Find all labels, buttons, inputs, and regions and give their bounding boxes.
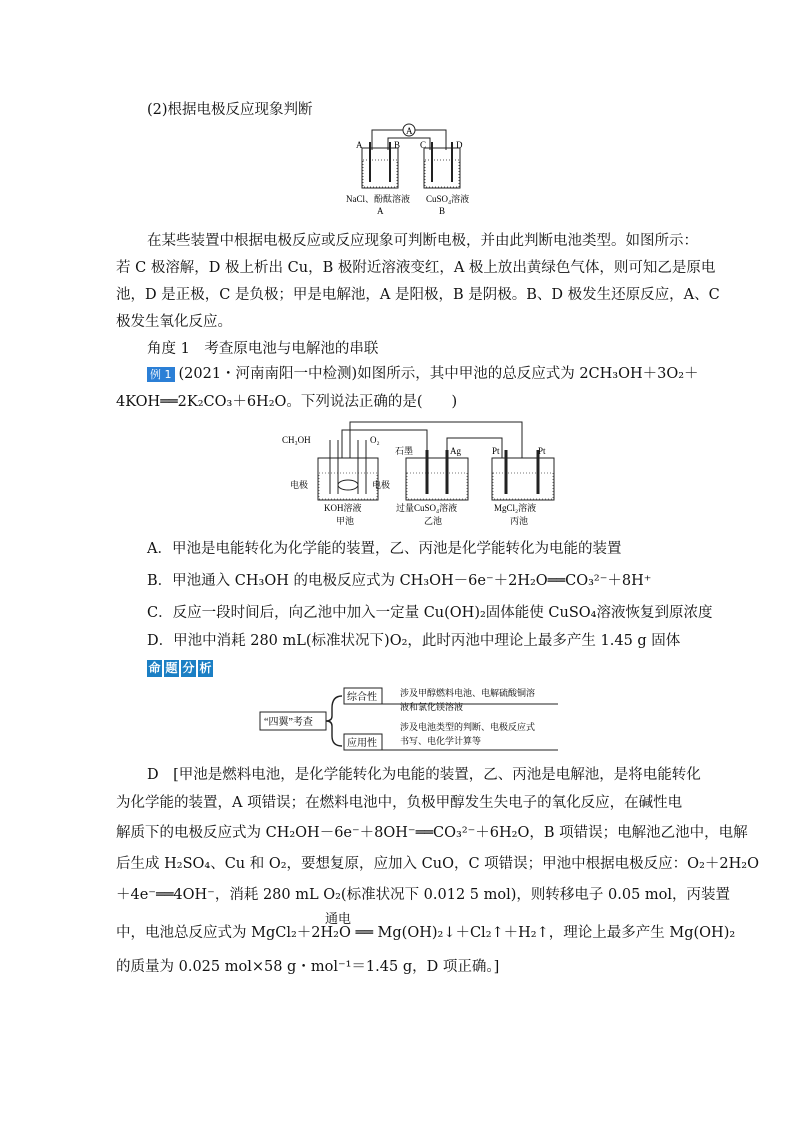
mindmap-branch1-text2: 液和氯化镁溶液 xyxy=(400,702,464,712)
mindmap-branch1: 综合性 xyxy=(347,692,377,703)
cell1-solution: KOH溶液 xyxy=(324,503,362,513)
mindmap-root: “四翼”考查 xyxy=(264,717,313,728)
answer-line3: 解质下的电极反应式为 CH₂OH－6e⁻＋8OH⁻══CO₃²⁻＋6H₂O，B 项错误；电解池乙池中，电解 xyxy=(116,825,748,841)
option-d: D．甲池中消耗 280 mL(标准状况下)O₂，此时丙池中理论上最多产生 1.45 g 固体 xyxy=(147,633,681,649)
analysis-char-4: 析 xyxy=(199,661,212,675)
example-line2: 4KOH══2K₂CO₃＋6H₂O。下列说法正确的是( ) xyxy=(116,394,458,410)
left-cell-label: A xyxy=(377,206,384,216)
analysis-char-3: 分 xyxy=(182,661,195,675)
example-line1 xyxy=(147,363,699,385)
ch3oh-label: CH₃OH xyxy=(282,435,311,445)
example-badge: 例 1 xyxy=(147,367,175,382)
answer-line1: D [甲池是燃料电池，是化学能转化为电能的装置，乙、丙池是电解池，是将电能转化 xyxy=(147,767,701,783)
pt-right-label: Pt xyxy=(538,446,546,456)
electrolysis-condition: 通电 xyxy=(325,912,352,927)
electrode-right-label: 电极 xyxy=(372,480,391,490)
electrode-d-label: D xyxy=(456,140,463,150)
cell1-name: 甲池 xyxy=(336,516,355,526)
electrode-c-label: C xyxy=(420,140,427,150)
pt-left-label: Pt xyxy=(492,446,500,456)
figure-three-cells xyxy=(282,418,562,530)
mindmap-branch2-text2: 书写、电化学计算等 xyxy=(400,736,482,746)
answer-line4: 后生成 H₂SO₄、Cu 和 O₂，要想复原，应加入 CuO，C 项错误；甲池中根据电极反应：O₂＋2H₂O xyxy=(116,856,759,872)
right-solution-label: CuSO₄溶液 xyxy=(426,194,470,204)
option-c: C．反应一段时间后，向乙池中加入一定量 Cu(OH)₂固体能使 CuSO₄溶液恢复到原浓度 xyxy=(147,605,713,621)
four-wings-mindmap xyxy=(258,684,568,754)
analysis-char-2: 题 xyxy=(165,661,178,675)
angle-title: 角度 1 考查原电池与电解池的串联 xyxy=(147,341,379,357)
left-solution-label: NaCl、酚酞溶液 xyxy=(346,194,410,204)
answer-line6: 中，电池总反应式为 MgCl₂＋2H₂O ══ Mg(OH)₂↓＋Cl₂↑＋H₂↑，理论上最多产生 Mg(OH)₂ xyxy=(116,925,736,941)
mindmap-branch2: 应用性 xyxy=(347,738,377,749)
electrode-b-label: B xyxy=(394,140,401,150)
ag-label: Ag xyxy=(450,446,461,456)
analysis-badge xyxy=(147,660,213,677)
analysis-char-1: 命 xyxy=(148,661,161,675)
cell3-name: 丙池 xyxy=(510,516,529,526)
para1-line3: 池，D 是正极，C 是负极；甲是电解池，A 是阳极，B 是阴极。B、D 极发生还原反应，A、C xyxy=(116,287,720,303)
section-title: (2)根据电极反应现象判断 xyxy=(147,102,313,118)
figure-electrode-cells xyxy=(340,120,480,220)
answer-line5: ＋4e⁻══4OH⁻，消耗 280 mL O₂(标准状况下 0.012 5 mol)，则转移电子 0.05 mol，丙装置 xyxy=(116,887,731,903)
example-text1: (2021・河南南阳一中检测)如图所示，其中甲池的总反应式为 2CH₃OH＋3O₂＋ xyxy=(178,366,699,382)
para1-line4: 极发生氧化反应。 xyxy=(116,314,232,330)
cell2-solution: 过量CuSO₄溶液 xyxy=(396,503,458,513)
electrode-a-label: A xyxy=(356,140,363,150)
option-a: A．甲池是电能转化为化学能的装置，乙、丙池是化学能转化为电能的装置 xyxy=(147,541,622,557)
electrode-left-label: 电极 xyxy=(290,480,309,490)
graphite-label: 石墨 xyxy=(395,446,414,456)
mindmap-branch1-text1: 涉及甲醇燃料电池、电解硫酸铜溶 xyxy=(400,688,536,698)
answer-line2: 为化学能的装置，A 项错误；在燃料电池中，负极甲醇发生失电子的氧化反应，在碱性电 xyxy=(116,795,683,811)
mindmap-branch2-text1: 涉及电池类型的判断、电极反应式 xyxy=(400,722,536,732)
cell3-solution: MgCl₂溶液 xyxy=(494,503,537,513)
right-cell-label: B xyxy=(439,206,446,216)
cell2-name: 乙池 xyxy=(424,516,443,526)
option-b: B．甲池通入 CH₃OH 的电极反应式为 CH₃OH－6e⁻＋2H₂O══CO₃²⁻＋8H⁺ xyxy=(147,573,652,589)
para1-line2: 若 C 极溶解，D 极上析出 Cu，B 极附近溶液变红，A 极上放出黄绿色气体，则可知乙是原电 xyxy=(116,260,716,276)
para1-line1: 在某些装置中根据电极反应或反应现象可判断电极，并由此判断电池类型。如图所示： xyxy=(147,233,698,249)
ammeter-label: A xyxy=(406,126,413,136)
o2-label: O₂ xyxy=(370,435,380,445)
answer-line7: 的质量为 0.025 mol×58 g・mol⁻¹＝1.45 g，D 项正确。] xyxy=(116,959,500,975)
